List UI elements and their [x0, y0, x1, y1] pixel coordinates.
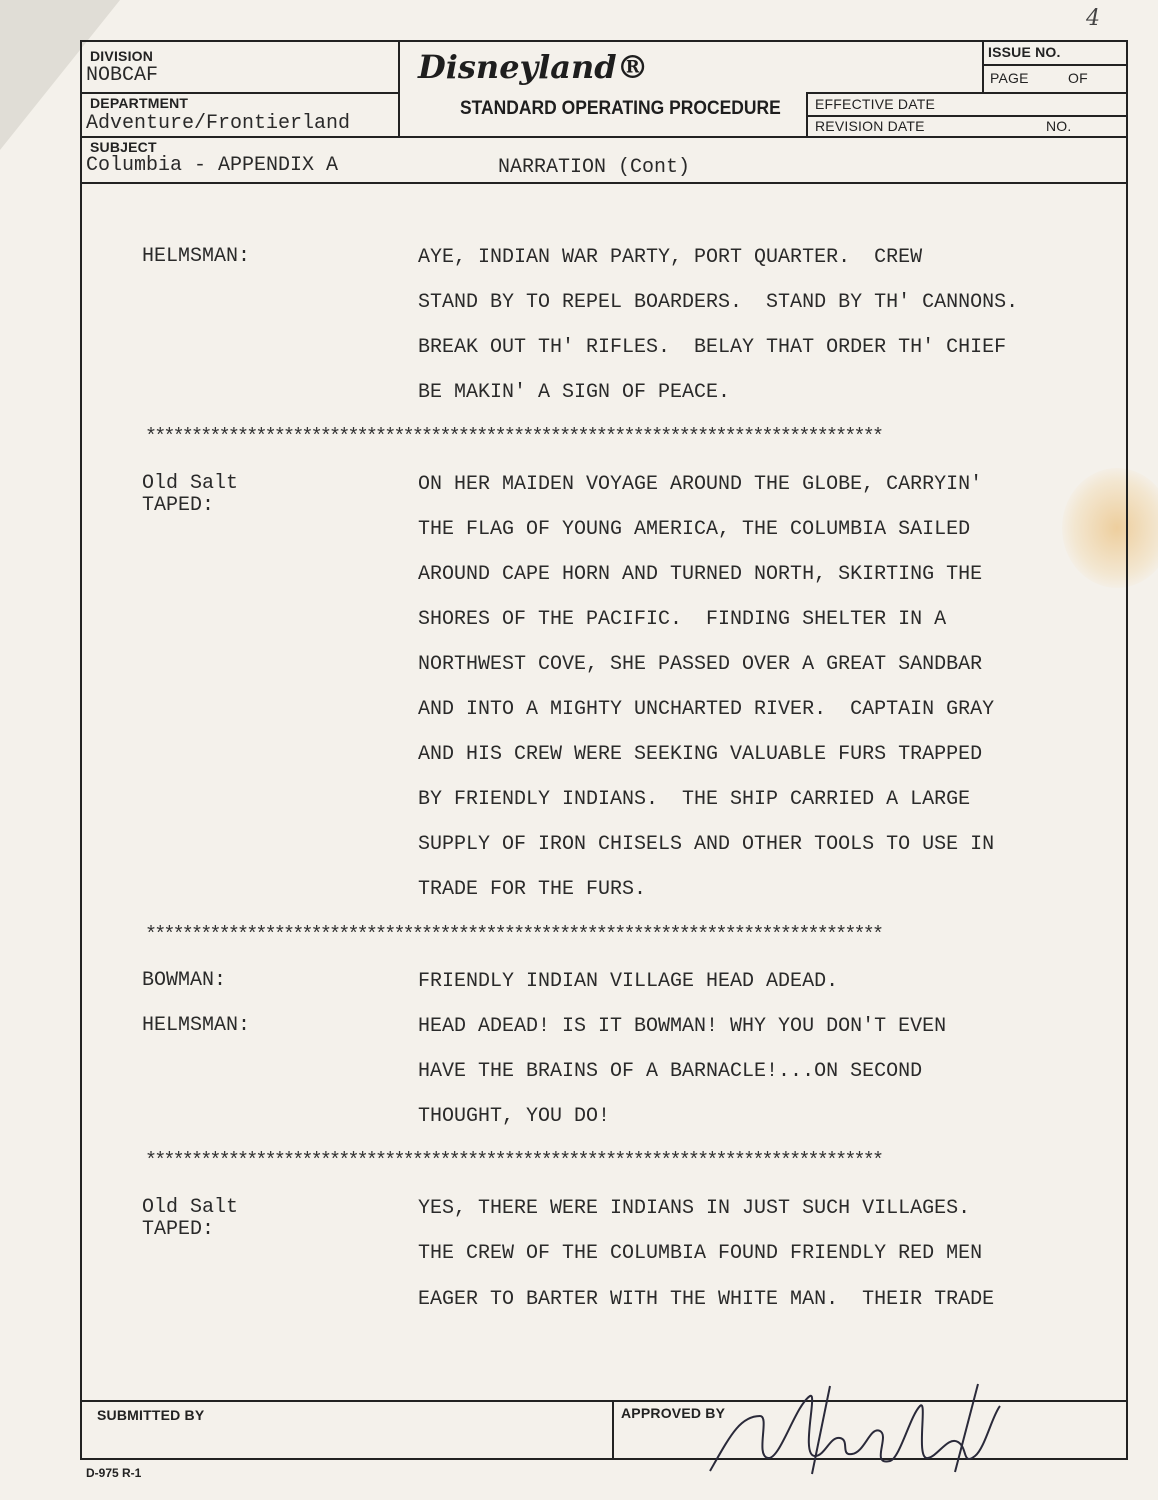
speaker-name: Old Salt [142, 472, 239, 495]
division-value: NOBCAF [86, 64, 159, 87]
speaker-label: HELMSMAN: [142, 1014, 251, 1037]
narration-line: YES, THERE WERE INDIANS IN JUST SUCH VILLAGES. [418, 1197, 971, 1220]
subject-title: NARRATION (Cont) [498, 156, 691, 179]
speaker-label: BOWMAN: [142, 969, 227, 992]
narration-line: SHORES OF THE PACIFIC. FINDING SHELTER IN A [418, 608, 947, 631]
narration-line: THOUGHT, YOU DO! [418, 1105, 611, 1128]
speaker-note: TAPED: [142, 1218, 215, 1241]
narration-line: THE FLAG OF YOUNG AMERICA, THE COLUMBIA SAILED [418, 518, 971, 541]
form-code: D-975 R-1 [86, 1466, 142, 1480]
narration-line: STAND BY TO REPEL BOARDERS. STAND BY TH' CANNONS. [418, 291, 1019, 314]
revision-no-label: NO. [1046, 118, 1072, 134]
narration-line: THE CREW OF THE COLUMBIA FOUND FRIENDLY RED MEN [418, 1242, 983, 1265]
speaker-label: HELMSMAN: [142, 245, 251, 268]
narration-line: AND INTO A MIGHTY UNCHARTED RIVER. CAPTAIN GRAY [418, 698, 995, 721]
narration-line: EAGER TO BARTER WITH THE WHITE MAN. THEIR TRADE [418, 1288, 995, 1311]
narration-line: AND HIS CREW WERE SEEKING VALUABLE FURS TRAPPED [418, 743, 983, 766]
department-value: Adventure/Frontierland [86, 112, 351, 135]
asterisk-separator: ******************************************************************************** [145, 426, 882, 449]
department-label: DEPARTMENT [90, 95, 189, 111]
subject-label: SUBJECT [90, 139, 157, 155]
page-label: PAGE [990, 70, 1029, 86]
speaker-label [142, 473, 238, 517]
narration-line: HEAD ADEAD! IS IT BOWMAN! WHY YOU DON'T EVEN [418, 1015, 947, 1038]
asterisk-separator: ******************************************************************************** [145, 924, 882, 947]
submitted-by-label: SUBMITTED BY [97, 1407, 205, 1423]
speaker-label [142, 1197, 238, 1241]
narration-line: SUPPLY OF IRON CHISELS AND OTHER TOOLS TO USE IN [418, 833, 995, 856]
approved-by-label: APPROVED BY [621, 1405, 726, 1421]
effective-date-label: EFFECTIVE DATE [815, 96, 935, 112]
narration-line: ON HER MAIDEN VOYAGE AROUND THE GLOBE, CARRYIN' [418, 473, 983, 496]
handwritten-page-number: 4 [1086, 6, 1100, 31]
narration-line: NORTHWEST COVE, SHE PASSED OVER A GREAT SANDBAR [418, 653, 983, 676]
narration-line: HAVE THE BRAINS OF A BARNACLE!...ON SECOND [418, 1060, 923, 1083]
speaker-name: Old Salt [142, 1196, 239, 1219]
asterisk-separator: ******************************************************************************** [145, 1150, 882, 1173]
revision-date-label: REVISION DATE [815, 118, 925, 134]
of-label: OF [1068, 70, 1088, 86]
narration-line: BREAK OUT TH' RIFLES. BELAY THAT ORDER TH' CHIEF [418, 336, 1007, 359]
speaker-note: TAPED: [142, 494, 215, 517]
narration-line: AYE, INDIAN WAR PARTY, PORT QUARTER. CREW [418, 246, 923, 269]
issue-no-label: ISSUE NO. [988, 44, 1061, 60]
narration-line: FRIENDLY INDIAN VILLAGE HEAD ADEAD. [418, 970, 839, 993]
narration-line: BE MAKIN' A SIGN OF PEACE. [418, 381, 731, 404]
narration-line: BY FRIENDLY INDIANS. THE SHIP CARRIED A LARGE [418, 788, 971, 811]
approval-signature [700, 1376, 1010, 1486]
disneyland-logo: Disneyland® [418, 48, 649, 86]
narration-line: AROUND CAPE HORN AND TURNED NORTH, SKIRTING THE [418, 563, 983, 586]
narration-line: TRADE FOR THE FURS. [418, 878, 647, 901]
subject-value: Columbia - APPENDIX A [86, 154, 339, 177]
sop-title: STANDARD OPERATING PROCEDURE [460, 98, 781, 119]
division-label: DIVISION [90, 48, 154, 64]
